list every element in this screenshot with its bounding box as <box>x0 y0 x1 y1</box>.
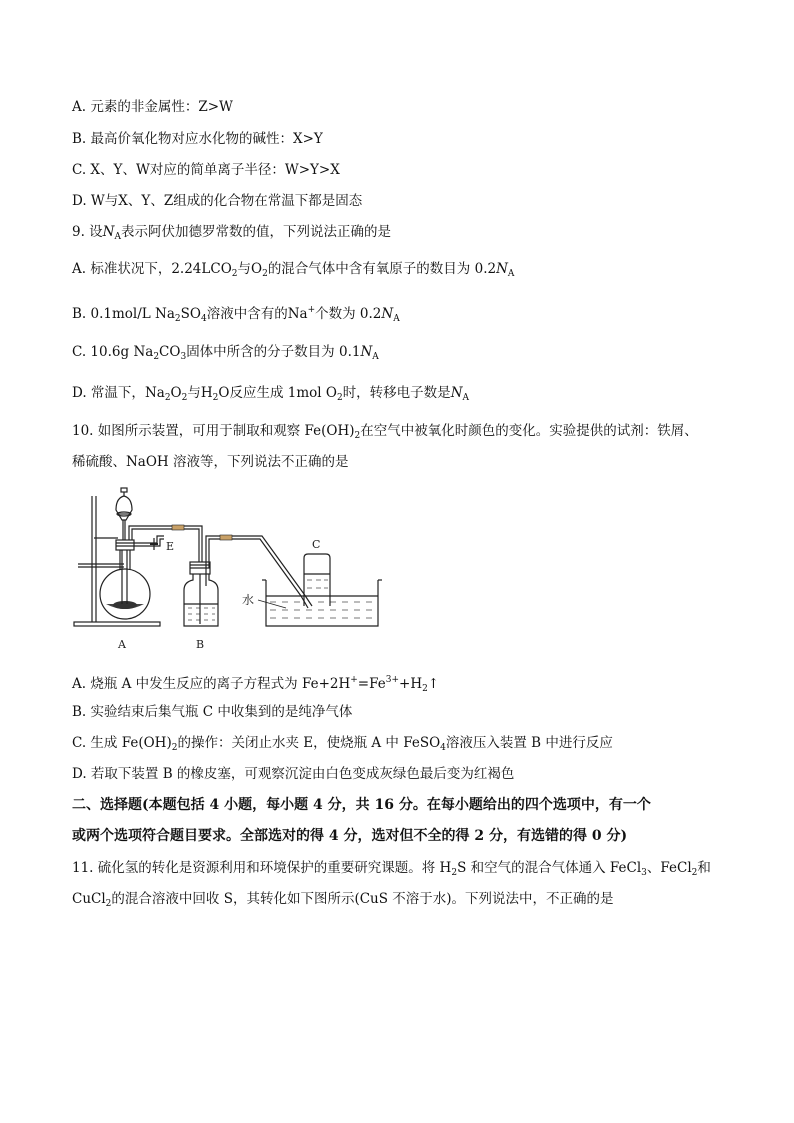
q9-stem: 9. 设$N_A$表示阿伏加德罗常数的值，下列说法正确的是 <box>72 224 391 242</box>
section2-heading-line2: 或两个选项符合题目要求。全部选对的得 4 分，选对但不全的得 2 分，有选错的得 0 分) <box>72 828 628 844</box>
q9-option-a: A. 标准状况下，$2.24LCO_2$与$O_2$的混合气体中含有氧原子的数目为 $0.2N_A$ <box>72 261 515 279</box>
dropping-funnel <box>116 488 132 540</box>
q10-option-b: B. 实验结束后集气瓶 C 中收集到的是纯净气体 <box>72 704 353 720</box>
bottle-b-liquid <box>188 608 215 620</box>
side-tube-e <box>134 536 174 553</box>
bottle-b <box>184 562 218 626</box>
gas-jar-water <box>307 580 328 588</box>
tube-b-to-c <box>206 535 312 608</box>
flask-a <box>100 540 150 619</box>
q10-stem-line1: 10. 如图所示装置，可用于制取和观察 $Fe(OH)_2$在空气中被氧化时颜色的变化。实验提供的试剂：铁屑、 <box>72 423 698 441</box>
q10-stem-line2: 稀硫酸、NaOH 溶液等，下列说法不正确的是 <box>72 454 349 470</box>
label-water: 水 <box>242 593 255 607</box>
q8-option-b: B. 最高价氧化物对应水化物的碱性：X>Y <box>72 131 323 147</box>
q11-stem-line1: 11. 硫化氢的转化是资源利用和环境保护的重要研究课题。将 $H_2S$ 和空气的混合气体通入 FeCl$_3$、FeCl$_2$和 <box>72 860 711 878</box>
q8-option-a: A. 元素的非金属性：Z>W <box>72 99 233 115</box>
q9-option-c: C. 10.6g $Na_2CO_3$固体中所含的分子数目为 $0.1N_A$ <box>72 344 379 362</box>
label-b: B <box>196 638 205 651</box>
apparatus-diagram <box>72 486 392 656</box>
label-a: A <box>118 638 126 651</box>
q9-option-d: D. 常温下，$Na_2O_2$与$H_2O$反应生成 1mol $O_2$时，转移电子数是$N_A$ <box>72 385 469 403</box>
q8-option-c: C. X、Y、W对应的简单离子半径：W>Y>X <box>72 162 340 178</box>
q9-option-b: B. 0.1mol/L $Na_2SO_4$溶液中含有的Na+个数为 $0.2N_A$ <box>72 305 400 324</box>
label-e: E <box>166 540 175 553</box>
q10-option-d: D. 若取下装置 B 的橡皮塞，可观察沉淀由白色变成灰绿色最后变为红褐色 <box>72 766 515 782</box>
section2-heading-line1: 二、选择题(本题包括 4 小题，每小题 4 分，共 16 分。在每小题给出的四个选项中，有一个 <box>72 797 651 813</box>
trough-water <box>270 602 372 618</box>
label-c: C <box>312 538 321 551</box>
q11-stem-line2: CuCl$_2$的混合溶液中回收 S，其转化如下图所示(CuS 不溶于水)。下列说法中，不正确的是 <box>72 891 614 909</box>
q8-option-d: D. W与X、Y、Z组成的化合物在常温下都是固态 <box>72 193 363 209</box>
q10-option-a: A. 烧瓶 A 中发生反应的离子方程式为 $Fe+2H^+=Fe^{3+}+H_2↑$ <box>72 675 440 694</box>
water-trough <box>242 580 382 626</box>
q10-option-c: C. 生成 $Fe(OH)_2$的操作：关闭止水夹 E，使烧瓶 A 中 FeSO$_4$溶液压入装置 B 中进行反应 <box>72 735 613 753</box>
